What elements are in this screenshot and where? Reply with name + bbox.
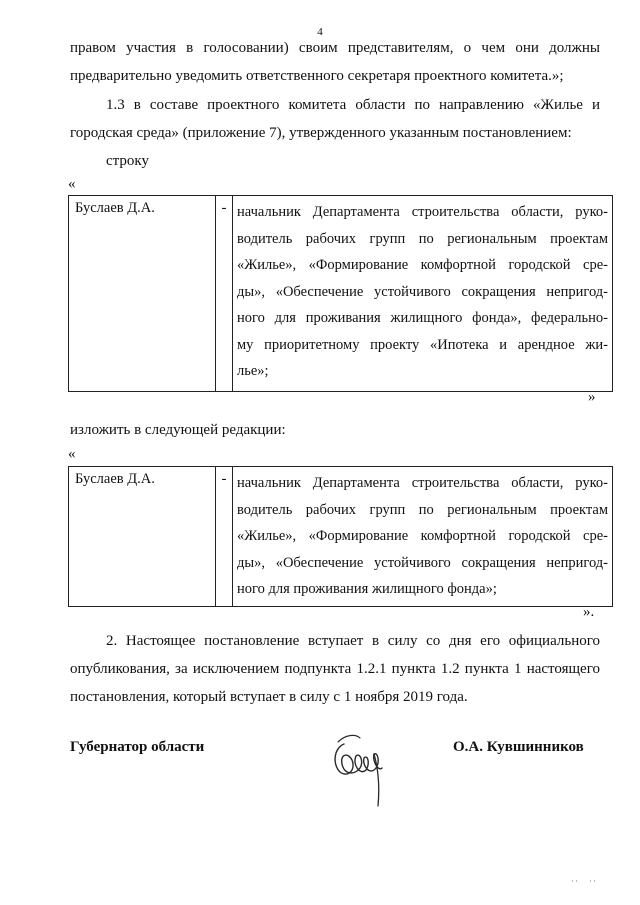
- new-entry-table: [68, 466, 613, 607]
- scan-mark: [572, 880, 598, 882]
- old-entry-dash: -: [216, 196, 233, 392]
- handwritten-signature: [330, 724, 392, 812]
- old-entry-desc-line: му приоритетному проекту «Ипотека и арендное жи-: [237, 336, 608, 353]
- item-2-line-3: постановления, который вступает в силу с 1 ноября 2019 года.: [70, 689, 468, 705]
- old-entry-desc-line: водитель рабочих групп по региональным проектам: [237, 230, 608, 247]
- new-entry-description: [233, 467, 613, 607]
- old-entry-desc-line: ды», «Обеспечение устойчивого сокращения непригод-: [237, 283, 608, 300]
- new-entry-desc-line: водитель рабочих групп по региональным проектам: [237, 501, 608, 518]
- item-1-3-line-1: 1.3 в составе проектного комитета области по направлению «Жилье и: [106, 97, 600, 113]
- item-2-line-2: опубликования, за исключением подпункта 1.2.1 пункта 1.2 пункта 1 настоящего: [70, 661, 600, 677]
- new-entry-name: Буслаев Д.А.: [69, 467, 216, 607]
- new-entry-open-quote: «: [68, 446, 76, 462]
- old-entry-desc-line: ного для проживания жилищного фонда», федерально-: [237, 310, 608, 326]
- new-entry-close-quote: ».: [583, 604, 595, 620]
- intro-line-2: предварительно уведомить ответственного секретаря проектного комитета.»;: [70, 68, 564, 84]
- old-entry-open-quote: «: [68, 176, 76, 192]
- new-entry-dash: -: [216, 467, 233, 607]
- old-entry-table: [68, 195, 613, 392]
- old-entry-close-quote: »: [588, 389, 596, 405]
- page-number: 4: [317, 26, 323, 38]
- new-entry-desc-line: ды», «Обеспечение устойчивого сокращения непригод-: [237, 554, 608, 571]
- old-entry-name: Буслаев Д.А.: [69, 196, 216, 392]
- signatory-title: Губернатор области: [70, 739, 205, 755]
- signatory-name: О.А. Кувшинников: [453, 739, 584, 755]
- item-2-line-1: 2. Настоящее постановление вступает в силу со дня его официального: [106, 633, 600, 649]
- old-entry-desc-line: «Жилье», «Формирование комфортной городской сре-: [237, 257, 608, 273]
- item-1-3-stroku: строку: [106, 153, 149, 169]
- old-entry-description: [233, 196, 613, 392]
- new-entry-desc-line: ного для проживания жилищного фонда»;: [237, 581, 497, 597]
- new-entry-desc-line: «Жилье», «Формирование комфортной городской сре-: [237, 528, 608, 544]
- old-entry-desc-line: лье»;: [237, 363, 269, 379]
- intro-line-1: правом участия в голосовании) своим представителям, о чем они должны: [70, 40, 600, 56]
- new-entry-desc-line: начальник Департамента строительства области, руко-: [237, 475, 608, 491]
- item-1-3-line-2: городская среда» (приложение 7), утвержденного указанным постановлением:: [70, 125, 572, 141]
- edit-phrase: изложить в следующей редакции:: [70, 422, 286, 438]
- old-entry-desc-line: начальник Департамента строительства области, руко-: [237, 204, 608, 220]
